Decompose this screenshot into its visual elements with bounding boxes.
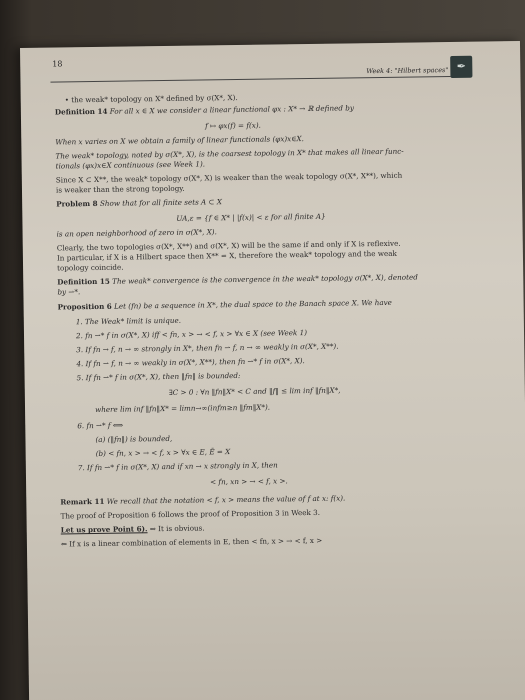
since-paragraph: Since X ⊂ X**, the weak* topology σ(X*, X) is weaker than the weak topology σ(X*, X**), which bbox=[55, 170, 403, 185]
prop-item-4: 4. If fn ⇀ f, n → ∞ weakly in σ(X*, X**), then fn ⇀* f in σ(X*, X). bbox=[76, 356, 305, 369]
prop-item-7-formula: < fn, xn > → < f, x >. bbox=[210, 476, 288, 487]
proof-forward: ⇒ It is obvious. bbox=[149, 523, 205, 534]
remark-11-label: Remark 11 bbox=[60, 496, 105, 507]
definition-14-text: For all x ∈ X we consider a linear functional φx : X* → ℝ defined by bbox=[109, 103, 354, 116]
document-page bbox=[20, 41, 525, 700]
prop-item-1: 1. The Weak* limit is unique. bbox=[75, 315, 182, 327]
bullet-weak-star: • the weak* topology on X* defined by σ(X*, X). bbox=[64, 92, 238, 105]
prop-item-2: 2. fn ⇀* f in σ(X*, X) iff < fn, x > → < f, x > ∀x ∈ X (see Week 1) bbox=[75, 328, 308, 341]
definition-15-label: Definition 15 bbox=[57, 276, 110, 287]
problem-8-label: Problem 8 bbox=[56, 198, 98, 209]
proof-backward: ⇐ If x is a linear combination of elements in E, then < fn, x > → < f, x > bbox=[60, 535, 323, 549]
definition-15-cont: by ⇀*. bbox=[57, 287, 81, 297]
prop-item-7: 7. If fn ⇀* f in σ(X*, X) and if xn → x strongly in X, then bbox=[77, 460, 278, 473]
prop-item-6: 6. fn ⇀* f ⟺ bbox=[77, 420, 124, 431]
weak-star-definition: The weak* topology, noted by σ(X*, X), is the coarsest topology in X* that makes all linear func- bbox=[55, 146, 404, 161]
proof-reference: The proof of Proposition 6 follows the proof of Proposition 3 in Week 3. bbox=[60, 507, 321, 521]
weak-star-definition-cont: tionals (φx)x∈X continuous (see Week 1). bbox=[55, 159, 206, 171]
prop-item-3: 3. If fn → f, n → ∞ strongly in X*, then fn ⇀ f, n → ∞ weakly in σ(X*, X**). bbox=[76, 341, 339, 355]
prop-item-6a: (a) (‖fn‖) is bounded, bbox=[95, 433, 173, 444]
proof-point-6-label: Let us prove Point 6). bbox=[60, 524, 148, 535]
open-neighborhood: is an open neighborhood of zero in σ(X*, X). bbox=[56, 227, 217, 239]
running-header: Week 4: "Hilbert spaces" bbox=[366, 66, 449, 76]
remark-11 bbox=[60, 494, 345, 508]
definition-14-label: Definition 14 bbox=[54, 106, 108, 117]
formula-phi: f ↦ φx(f) = f(x). bbox=[205, 120, 261, 131]
page-body bbox=[54, 90, 455, 549]
problem-8 bbox=[56, 197, 222, 209]
reflexive-paragraph: Clearly, the two topologies σ(X*, X**) and σ(X*, X) will be the same if and only if X is reflexive. bbox=[56, 238, 401, 253]
definition-14-family: When x varies on X we obtain a family of linear functionals (φx)x∈X. bbox=[55, 134, 304, 147]
prop-item-5: 5. If fn ⇀* f in σ(X*, X), then ‖fn‖ is bounded: bbox=[76, 370, 241, 383]
problem-8-text: Show that for all finite sets A ⊂ X bbox=[99, 197, 222, 208]
proof-point-6 bbox=[61, 523, 205, 535]
definition-15-text: The weak* convergence is the convergence in the weak* topology σ(X*, X), denoted bbox=[112, 272, 418, 286]
header-rule bbox=[50, 76, 450, 83]
since-paragraph-cont: is weaker than the strong topology. bbox=[55, 183, 185, 195]
formula-u-set: UA,ε = {f ∈ X* | |f(x)| < ε for all finite A} bbox=[176, 211, 326, 223]
proposition-6 bbox=[58, 298, 392, 312]
proposition-6-text: Let (fn) be a sequence in X*, the dual space to the Banach space X. We have bbox=[114, 297, 392, 311]
coincide-line: topology coincide. bbox=[57, 262, 124, 273]
proposition-6-label: Proposition 6 bbox=[57, 301, 112, 312]
remark-11-text: We recall that the notation < f, x > means the value of f at x: f(x). bbox=[106, 493, 346, 506]
definition-14 bbox=[55, 103, 354, 117]
definition-15 bbox=[57, 272, 418, 287]
prop-item-6b: (b) < fn, x > → < f, x > ∀x ∈ E, Ē = X bbox=[95, 447, 231, 458]
liminf-definition: where lim inf ‖fn‖X* = limn→∞(infm≥n ‖fm‖X*). bbox=[94, 402, 271, 414]
bounded-formula: ∃C > 0 : ∀n ‖fn‖X* < C and ‖f‖ ≤ lim inf ‖fn‖X*, bbox=[168, 385, 341, 397]
university-logo-icon: ✒ bbox=[450, 56, 472, 78]
hilbert-paragraph: In particular, if X is a Hilbert space then X** = X, therefore the weak* topology and the weak bbox=[56, 248, 397, 263]
page-number: 18 bbox=[52, 59, 63, 69]
